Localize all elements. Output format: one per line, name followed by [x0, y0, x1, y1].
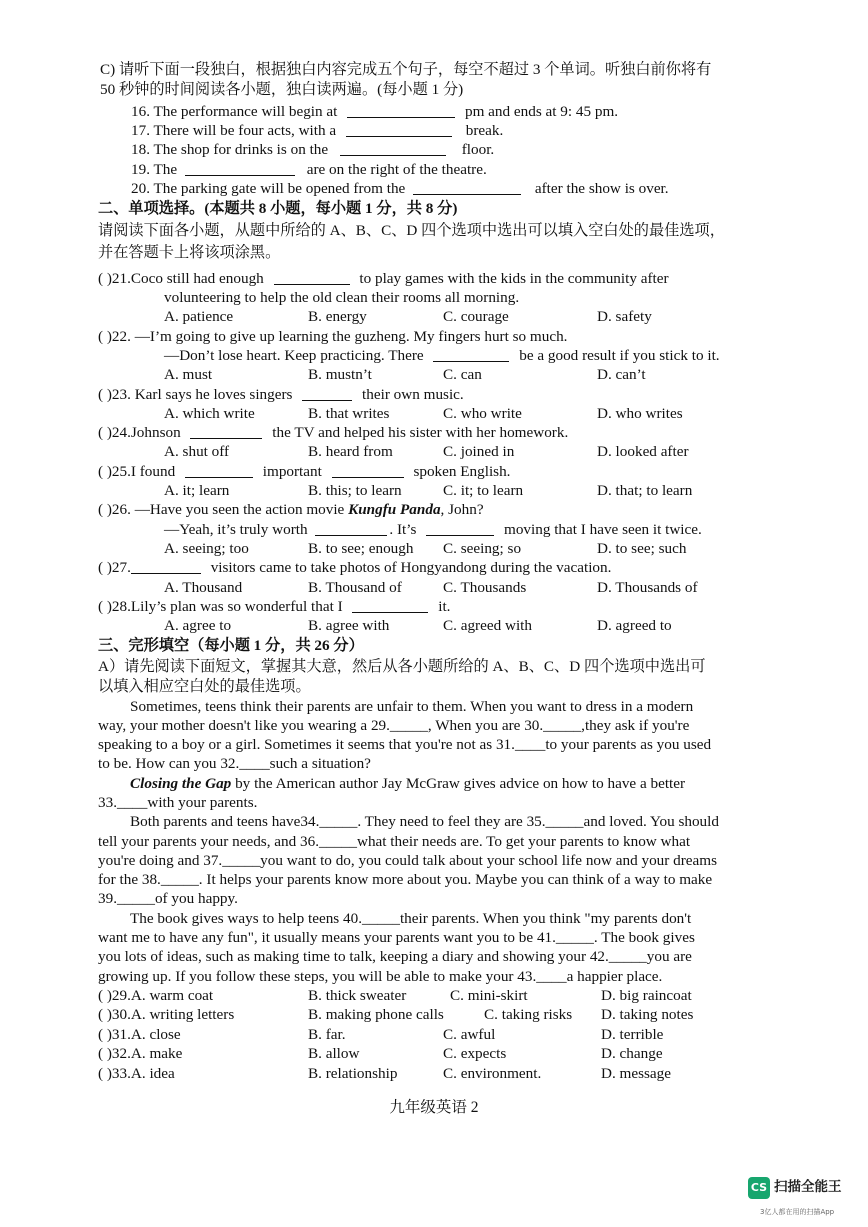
choice-32-a[interactable]: ( )32.A. make	[98, 1045, 183, 1062]
choice-29-d[interactable]: D. big raincoat	[601, 987, 692, 1004]
movie-title: Kungfu Panda	[348, 501, 441, 518]
passage-line: growing up. If you follow these steps, you will be able to make your 43.____a happier place.	[98, 968, 663, 985]
answer-blank-25a[interactable]	[185, 463, 253, 478]
option-24-d[interactable]: D. looked after	[597, 443, 689, 460]
scanner-logo-icon: CS	[748, 1177, 770, 1199]
passage-line: you're doing and 37._____you want to do, you could talk about your school life now and your dreams	[98, 852, 717, 869]
question-26-line-2	[164, 520, 702, 540]
question-18-text: 18. The shop for drinks is on the	[131, 141, 329, 158]
option-28-b[interactable]: B. agree with	[308, 617, 390, 634]
question-21-line-2: volunteering to help the old clean their rooms all morning.	[164, 289, 520, 306]
answer-blank-19[interactable]	[185, 161, 295, 176]
answer-blank-23[interactable]	[302, 386, 352, 401]
question-19-tail: are on the right of the theatre.	[306, 161, 487, 178]
question-23-stem-tail: their own music.	[362, 386, 464, 403]
question-18	[131, 140, 494, 160]
option-28-d[interactable]: D. agreed to	[597, 617, 672, 634]
question-22-stem-tail: be a good result if you stick to it.	[519, 347, 720, 364]
scanner-watermark	[748, 1177, 858, 1217]
option-25-a[interactable]: A. it; learn	[164, 482, 230, 499]
page-footer: 九年级英语 2	[389, 1099, 479, 1116]
option-24-b[interactable]: B. heard from	[308, 443, 393, 460]
choice-30-a[interactable]: ( )30.A. writing letters	[98, 1006, 235, 1023]
question-27-stem: ( )27.	[98, 559, 131, 576]
option-27-a[interactable]: A. Thousand	[164, 579, 243, 596]
question-22-stem: —Don’t lose heart. Keep practicing. There	[164, 347, 424, 364]
passage-line: to be. How can you 32.____such a situation?	[98, 755, 371, 772]
choice-31-d[interactable]: D. terrible	[601, 1026, 664, 1043]
passage-line: you lots of ideas, such as making time to talk, keeping a diary and showing your 42._____you are	[98, 948, 692, 965]
choice-31-b[interactable]: B. far.	[308, 1026, 346, 1043]
question-18-tail: floor.	[461, 141, 495, 158]
section-3-instruction-2: 以填入相应空白处的最佳选项。	[98, 678, 311, 695]
option-23-b[interactable]: B. that writes	[308, 405, 390, 422]
option-26-a[interactable]: A. seeing; too	[164, 540, 249, 557]
answer-blank-26b[interactable]	[426, 521, 494, 536]
answer-blank-16[interactable]	[347, 103, 455, 118]
choice-33-a[interactable]: ( )33.A. idea	[98, 1065, 175, 1082]
question-28-stem: ( )28.Lily’s plan was so wonderful that I	[98, 598, 343, 615]
option-28-c[interactable]: C. agreed with	[443, 617, 532, 634]
option-27-b[interactable]: B. Thousand of	[308, 579, 402, 596]
answer-blank-18[interactable]	[340, 141, 446, 156]
choice-30-c[interactable]: C. taking risks	[484, 1006, 573, 1023]
option-22-d[interactable]: D. can’t	[597, 366, 646, 383]
question-16	[131, 102, 618, 122]
answer-blank-22[interactable]	[433, 347, 509, 362]
question-21-stem: ( )21.Coco still had enough	[98, 270, 264, 287]
question-25-stem-tail: spoken English.	[413, 463, 511, 480]
option-22-a[interactable]: A. must	[164, 366, 213, 383]
section-3-instruction-1: A）请先阅读下面短文，掌握其大意，然后从各小题所给的 A、B、C、D 四个选项中选出可	[98, 658, 706, 675]
passage-line: way, your mother doesn't like you wearing a 29._____, When you are 30._____,they ask if you're	[98, 717, 690, 734]
passage-line: tell your parents your needs, and 36._____what their needs are. To get your parents to know what	[98, 833, 691, 850]
question-26-reply: —Yeah, it’s truly worth	[164, 521, 308, 538]
option-21-a[interactable]: A. patience	[164, 308, 234, 325]
passage-line: 33.____with your parents.	[98, 794, 258, 811]
question-26-stem: ( )26. —Have you seen the action movie	[98, 501, 345, 518]
question-27	[98, 558, 611, 578]
passage-line: Sometimes, teens think their parents are unfair to them. When you want to dress in a modern	[130, 698, 694, 715]
option-23-a[interactable]: A. which write	[164, 405, 255, 422]
option-21-d[interactable]: D. safety	[597, 308, 652, 325]
section-2-heading: 二、单项选择。(本题共 8 小题，每小题 1 分，共 8 分)	[98, 200, 458, 217]
option-26-d[interactable]: D. to see; such	[597, 540, 687, 557]
question-26	[98, 500, 484, 520]
option-26-b[interactable]: B. to see; enough	[308, 540, 414, 557]
question-19-text: 19. The	[131, 161, 178, 178]
question-26-stem-tail: , John?	[440, 501, 484, 518]
choice-33-d[interactable]: D. message	[601, 1065, 672, 1082]
question-17	[131, 121, 503, 141]
answer-blank-20[interactable]	[413, 180, 521, 195]
option-27-c[interactable]: C. Thousands	[443, 579, 527, 596]
option-28-a[interactable]: A. agree to	[164, 617, 232, 634]
question-24-stem: ( )24.Johnson	[98, 424, 181, 441]
question-17-text: 17. There will be four acts, with a	[131, 122, 337, 139]
option-22-c[interactable]: C. can	[443, 366, 482, 383]
option-25-d[interactable]: D. that; to learn	[597, 482, 693, 499]
option-23-c[interactable]: C. who write	[443, 405, 522, 422]
question-20-text: 20. The parking gate will be opened from the	[131, 180, 406, 197]
choice-32-d[interactable]: D. change	[601, 1045, 663, 1062]
choice-31-a[interactable]: ( )31.A. close	[98, 1026, 181, 1043]
question-24-stem-tail: the TV and helped his sister with her homework.	[272, 424, 569, 441]
question-25-stem: ( )25.I found	[98, 463, 176, 480]
option-21-c[interactable]: C. courage	[443, 308, 509, 325]
question-28-stem-tail: it.	[438, 598, 451, 615]
option-22-b[interactable]: B. mustn’t	[308, 366, 372, 383]
question-26-reply-tail: moving that I have seen it twice.	[504, 521, 702, 538]
book-title: Closing the Gap	[130, 775, 232, 792]
passage-line: The book gives ways to help teens 40._____their parents. When you think "my parents don't	[130, 910, 692, 927]
passage-line: speaking to a boy or a girl. Sometimes it seems that you're not as 31.____to your parents as you used	[98, 736, 712, 753]
question-20	[131, 179, 669, 199]
choice-30-d[interactable]: D. taking notes	[601, 1006, 694, 1023]
section-2-instruction-2: 并在答题卡上将该项涂黑。	[98, 244, 281, 261]
choice-29-c[interactable]: C. mini-skirt	[450, 987, 528, 1004]
passage-text: by the American author Jay McGraw gives advice on how to have a better	[231, 775, 686, 792]
section-3-heading: 三、完形填空（每小题 1 分，共 26 分）	[98, 637, 364, 654]
answer-blank-26a[interactable]	[315, 521, 387, 536]
option-25-b[interactable]: B. this; to learn	[308, 482, 402, 499]
question-23	[98, 385, 464, 405]
question-16-text: 16. The performance will begin at	[131, 103, 338, 120]
option-21-b[interactable]: B. energy	[308, 308, 367, 325]
question-26-reply-mid: . It’s	[389, 521, 417, 538]
question-25-stem-mid: important	[262, 463, 322, 480]
question-25	[98, 462, 510, 482]
choice-32-c[interactable]: C. expects	[443, 1045, 507, 1062]
choice-29-a[interactable]: ( )29.A. warm coat	[98, 987, 214, 1004]
option-24-c[interactable]: C. joined in	[443, 443, 515, 460]
answer-blank-28[interactable]	[352, 598, 428, 613]
option-23-d[interactable]: D. who writes	[597, 405, 683, 422]
question-22-line-2	[164, 346, 720, 366]
answer-blank-17[interactable]	[346, 122, 452, 137]
choice-29-b[interactable]: B. thick sweater	[308, 987, 407, 1004]
question-19	[131, 160, 487, 180]
question-27-stem-tail: visitors came to take photos of Hongyandong during the vacation.	[210, 559, 612, 576]
passage-line: 39._____of you happy.	[98, 890, 238, 907]
passage-line: for the 38._____. It helps your parents know more about you. Maybe you can think of a way to make	[98, 871, 713, 888]
question-24	[98, 423, 568, 443]
scanner-app-name: 扫描全能王	[774, 1179, 842, 1195]
choice-32-b[interactable]: B. allow	[308, 1045, 360, 1062]
question-16-tail: pm and ends at 9: 45 pm.	[464, 103, 619, 120]
scanner-tagline: 3亿人都在用的扫描App	[760, 1208, 835, 1216]
question-20-tail: after the show is over.	[534, 180, 669, 197]
choice-33-c[interactable]: C. environment.	[443, 1065, 542, 1082]
passage-line	[130, 774, 685, 794]
passage-line: Both parents and teens have34._____. They need to feel they are 35._____and loved. You should	[130, 813, 719, 830]
option-27-d[interactable]: D. Thousands of	[597, 579, 698, 596]
option-24-a[interactable]: A. shut off	[164, 443, 230, 460]
passage-line: want me to have any fun", it usually means your parents want you to be 41._____. The book gives	[98, 929, 695, 946]
question-17-tail: break.	[465, 122, 504, 139]
listening-instruction-1: C) 请听下面一段独白，根据独白内容完成五个句子，每空不超过 3 个单词。听独白前你将有	[100, 61, 712, 78]
section-2-instruction-1: 请阅读下面各小题，从题中所给的 A、B、C、D 四个选项中选出可以填入空白处的最佳选项，	[98, 222, 725, 239]
option-26-c[interactable]: C. seeing; so	[443, 540, 522, 557]
answer-blank-25b[interactable]	[332, 463, 404, 478]
question-23-stem: ( )23. Karl says he loves singers	[98, 386, 293, 403]
choice-33-b[interactable]: B. relationship	[308, 1065, 398, 1082]
question-21-stem-tail: to play games with the kids in the community after	[359, 270, 669, 287]
choice-31-c[interactable]: C. awful	[443, 1026, 496, 1043]
choice-30-b[interactable]: B. making phone calls	[308, 1006, 444, 1023]
question-22: ( )22. —I’m going to give up learning the guzheng. My fingers hurt so much.	[98, 328, 568, 345]
option-25-c[interactable]: C. it; to learn	[443, 482, 524, 499]
question-21	[98, 269, 669, 289]
answer-blank-24[interactable]	[190, 424, 262, 439]
question-28	[98, 597, 450, 617]
answer-blank-27[interactable]	[131, 559, 201, 574]
listening-instruction-2: 50 秒钟的时间阅读各小题，独白读两遍。(每小题 1 分)	[100, 81, 464, 98]
answer-blank-21[interactable]	[274, 270, 350, 285]
